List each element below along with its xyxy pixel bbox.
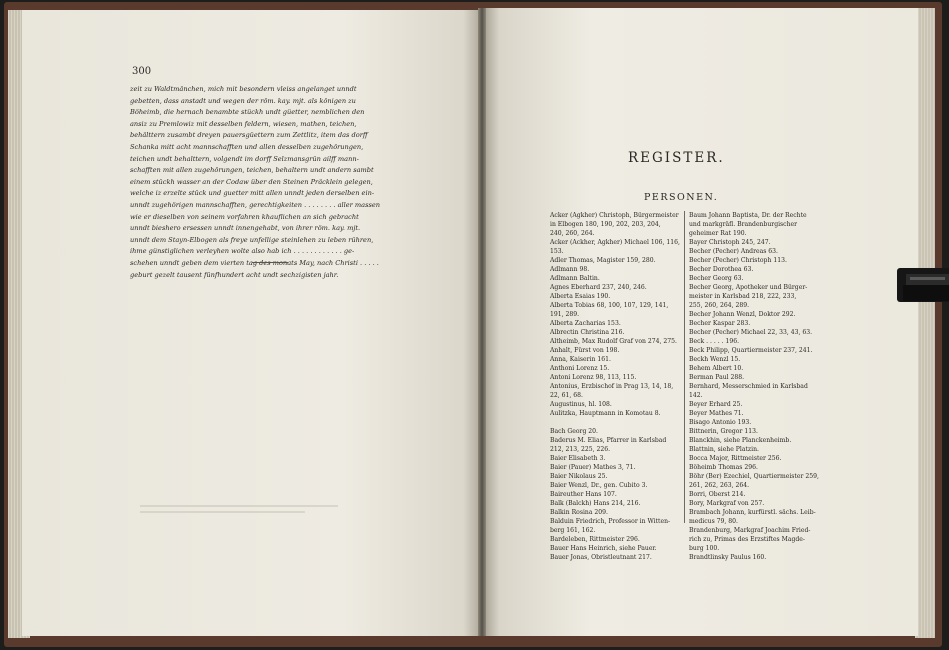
index-entry: Balk (Balckh) Hans 214, 216.	[550, 500, 641, 507]
index-entry: Becher (Pecher) Michael 22, 33, 43, 63.	[689, 329, 813, 336]
index-entry: Beck . . . . . 196.	[689, 338, 740, 345]
index-entry: Brandenburg, Markgraf Joachim Fried-	[689, 527, 811, 534]
text-line: ihme günstiglichen verleyhen wolte also hab ich . . . . . . . . . . . . ge-	[130, 247, 355, 256]
index-entry: geheimer Rat 190.	[689, 230, 747, 237]
bleed-through-marks	[140, 505, 360, 517]
index-entry: Aulitzka, Hauptmann in Komotau 8.	[550, 410, 661, 417]
index-entry: rich zu, Primas des Erzstiftes Magde-	[689, 536, 805, 543]
index-entry: Adlmann 98.	[550, 266, 590, 273]
text-line: gebetten, dass anstadt und wegen der röm. kay. mjt. als königen zu	[130, 96, 356, 105]
index-entry: Beyer Mathes 71.	[689, 410, 744, 417]
text-line: Schanka mitt acht mannschafften und allen desselben zugehörungen,	[130, 142, 364, 151]
binder-clip-base	[903, 285, 949, 301]
index-entry: Alberta Esaias 190.	[550, 293, 611, 300]
text-line: geburt gezelt tausent fünfhundert acht undt sechzigisten jahr.	[130, 270, 339, 279]
index-entry: Baier Wenzl, Dr., gen. Cubito 3.	[550, 482, 648, 489]
text-line: schafften mit allen zugehörungen, teichen, behaltern undt andern sambt	[130, 166, 374, 175]
text-line: zeit zu Waldtmänchen, mich mit besondern vleiss angelanget unndt	[130, 85, 357, 93]
index-entry: Balduin Friedrich, Professor in Witten-	[550, 518, 671, 525]
index-entry: Bach Georg 20.	[550, 428, 598, 435]
index-entry: Bocca Major, Rittmeister 256.	[689, 455, 782, 462]
index-entry: Brambach Johann, kurfürstl. sächs. Leib-	[689, 509, 816, 516]
index-entry: Becher Dorothea 63.	[689, 266, 754, 273]
index-entry: Becher Johann Wenzl, Doktor 292.	[689, 311, 796, 318]
index-entry: 191, 289.	[550, 311, 580, 318]
index-entry: Becher (Pecher) Andreas 63.	[689, 248, 778, 255]
register-subtitle: PERSONEN.	[644, 192, 719, 203]
index-column-1	[550, 211, 680, 562]
index-entry: Becher Georg, Apotheker und Bürger-	[689, 284, 808, 291]
index-entry: Alberta Zacharias 153.	[550, 320, 621, 327]
index-entry: Antoni Lorenz 98, 113, 115.	[550, 374, 637, 381]
index-entry: Bauer Hans Heinrich, siehe Pauer.	[550, 545, 657, 552]
index-entry: Balkin Rosina 209.	[550, 509, 608, 516]
index-entry: Anthoni Lorenz 15.	[550, 365, 610, 372]
register-title: REGISTER.	[628, 150, 725, 166]
binder-clip-highlight	[910, 277, 945, 280]
index-column-2	[689, 211, 819, 562]
index-entry: berg 161, 162.	[550, 527, 596, 534]
index-entry: Augustinus, hl. 108.	[550, 401, 612, 408]
section-divider	[252, 262, 288, 263]
index-entry: Beckh Wenzl 15.	[689, 356, 741, 363]
index-entry: Altheimb, Max Rudolf Graf von 274, 275.	[550, 338, 677, 345]
text-line: Böheimb, die hernach benambte stückh undt güetter, nemblichen den	[130, 108, 365, 117]
text-line: schehen unndt geben dem vierten tag des monats May, nach Christi . . . . .	[130, 258, 379, 267]
index-entry: Becher (Pecher) Christoph 113.	[689, 257, 787, 264]
index-entry: Baier Elisabeth 3.	[550, 455, 606, 462]
index-entry: Bisago Antonio 193.	[689, 419, 752, 426]
index-entry: Adler Thomas, Magister 159, 280.	[550, 257, 656, 264]
index-entry: Bernhard, Messerschmied in Karlsbad	[689, 383, 808, 390]
index-entry: Baier (Pauer) Mathes 3, 71.	[550, 464, 636, 471]
index-entry: Becher Kaspar 283.	[689, 320, 751, 327]
book-gutter	[478, 8, 486, 636]
index-entry: Bayer Christoph 245, 247.	[689, 239, 771, 246]
index-entry: 255, 260, 264, 289.	[689, 302, 750, 309]
index-entry: Anna, Kaiserin 161.	[550, 356, 611, 363]
index-entry: 212, 213, 225, 226.	[550, 446, 611, 453]
index-entry: 22, 61, 68.	[550, 392, 583, 399]
index-entry: burg 100.	[689, 545, 720, 552]
index-entry	[550, 418, 680, 427]
index-entry: meister in Karlsbad 218, 222, 233,	[689, 293, 797, 300]
index-entry: Baderus M. Elias, Pfarrer in Karlsbad	[550, 437, 667, 444]
index-entry: Baireuther Hans 107.	[550, 491, 617, 498]
page-edges-right	[915, 8, 935, 638]
index-entry: Blanckhin, siehe Planckenheimb.	[689, 437, 792, 444]
index-entry: Acker (Agkher) Christoph, Bürgermeister	[550, 212, 679, 219]
index-entry: 240, 260, 264.	[550, 230, 595, 237]
index-entry: Beyer Erhard 25.	[689, 401, 743, 408]
index-entry: Behem Albert 10.	[689, 365, 744, 372]
text-line: unndt bieshero ersessen unndt innengehabt, von ihrer röm. kay. mjt.	[130, 224, 361, 233]
index-entry: Borri, Oberst 214.	[689, 491, 746, 498]
text-line: behälttern zusambt dreyen pauersgüettern zum Zettlitz, item das dorff	[130, 131, 368, 140]
index-entry: 142.	[689, 392, 703, 399]
text-line: unndt dem Stayn-Elbogen als freye unfellige steinlehen zu leben rühren,	[130, 235, 374, 244]
index-entry: medicus 79, 80.	[689, 518, 738, 525]
index-entry: Agnes Eberhard 237, 240, 246.	[550, 284, 647, 291]
index-entry: Baum Johann Baptista, Dr. der Rechte	[689, 212, 807, 219]
index-entry: Bauer Jonas, Obristleutnant 217.	[550, 554, 652, 561]
index-entry: Bory, Markgraf von 257.	[689, 500, 765, 507]
page-number: 300	[132, 66, 152, 77]
index-entry: Blattnin, siehe Platzin.	[689, 446, 759, 453]
index-entry: Acker (Ackher, Agkher) Michael 106, 116,	[550, 239, 680, 246]
index-entry: Antonius, Erzbischof in Prag 13, 14, 18,	[550, 383, 674, 390]
index-entry: Albrectin Christina 216.	[550, 329, 625, 336]
index-entry: Bardeleben, Rittmeister 296.	[550, 536, 640, 543]
index-entry: 153.	[550, 248, 564, 255]
index-entry: Adlmann Baltin.	[550, 275, 600, 282]
index-entry: Beck Philipp, Quartiermeister 237, 241.	[689, 347, 813, 354]
index-entry: Böhr (Ber) Ezechiel, Quartiermeister 259,	[689, 473, 819, 480]
text-line: unndt zugehörigen mannschafften, gerechtigkeiten . . . . . . . . aller massen	[130, 200, 381, 209]
column-divider	[684, 211, 685, 523]
text-line: teichen undt behalttern, volgendt im dorff Selzmansgrün ailff mann-	[130, 154, 359, 163]
document-text-block	[130, 84, 402, 281]
text-line: welche iz erzelte stück und guetter mitt allen unndt jeden derselben ein-	[130, 189, 375, 198]
index-entry: Baier Nikolaus 25.	[550, 473, 608, 480]
index-entry: Böheimb Thomas 296.	[689, 464, 758, 471]
text-line: einem stückh wasser an der Codaw über den Steinen Präcklein gelegen,	[130, 177, 373, 186]
index-entry: Bittnerin, Gregor 113.	[689, 428, 758, 435]
index-entry: in Elbogen 180, 190, 202, 203, 204,	[550, 221, 661, 228]
text-line: ansiz zu Premlowiz mit desselben feldern, wiesen, mathen, teichen,	[130, 119, 357, 128]
index-entry: Becher Georg 63.	[689, 275, 744, 282]
index-entry: 261, 262, 263, 264.	[689, 482, 750, 489]
index-entry: Berman Paul 288.	[689, 374, 745, 381]
index-entry: Anhalt, Fürst von 198.	[550, 347, 620, 354]
index-entry: Alberta Tobias 68, 100, 107, 129, 141,	[550, 302, 669, 309]
text-line: wie er dieselben von seinem vorfahren khauflichen an sich gebracht	[130, 212, 359, 221]
index-entry: und markgräfl. Brandenburgischer	[689, 221, 798, 228]
index-entry: Brandtlinsky Paulus 160.	[689, 554, 767, 561]
